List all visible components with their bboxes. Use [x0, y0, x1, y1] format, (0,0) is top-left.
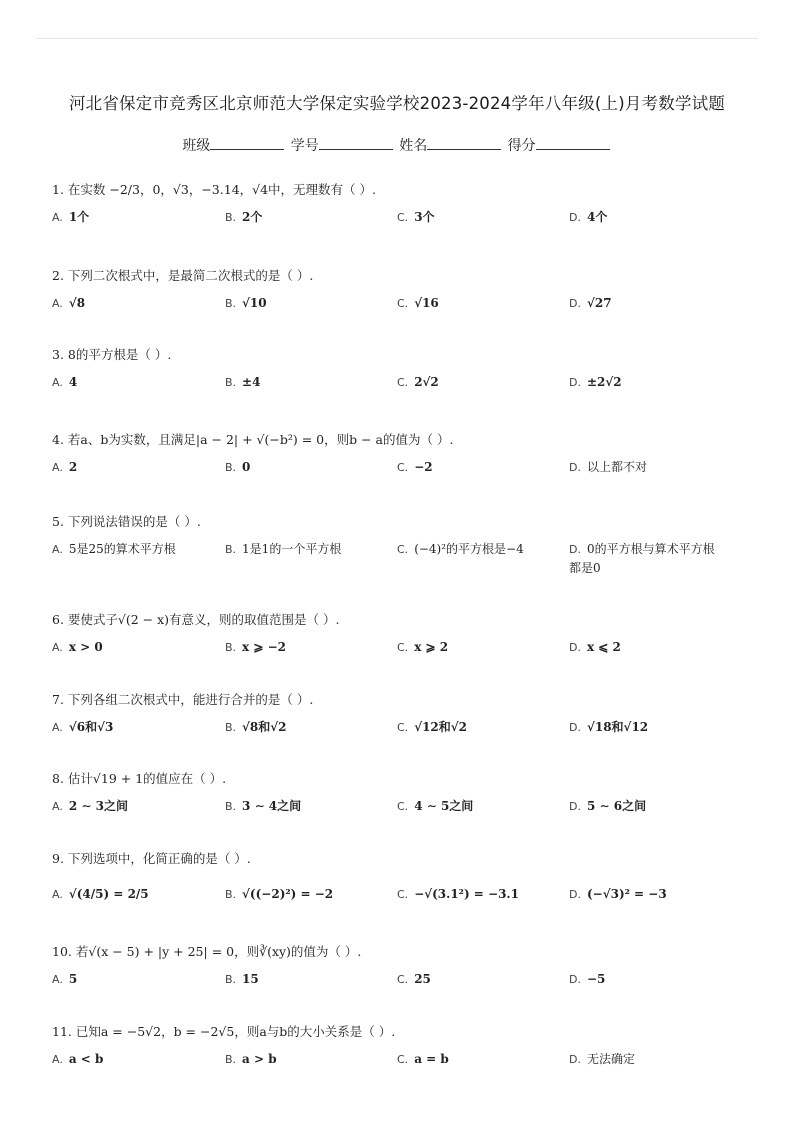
option-b[interactable]: B. 0: [225, 460, 251, 474]
question-stem: 5. 下列说法错误的是（ ）.: [52, 514, 201, 529]
option-a[interactable]: A. 5: [52, 972, 78, 986]
question-stem: 6. 要使式子√(2 − x)有意义，则的取值范围是（ ）.: [52, 612, 340, 627]
class-field[interactable]: [182, 135, 286, 155]
option-a[interactable]: A. 4: [52, 375, 78, 389]
option-a[interactable]: A. 1个: [52, 210, 90, 224]
question-stem: 1. 在实数 −2/3，0，√3，−3.14，√4中，无理数有（ ）.: [52, 182, 377, 197]
question-stem: 4. 若a、b为实数，且满足|a − 2| + √(−b²) = 0，则b − a的值为（ ）.: [52, 432, 454, 447]
option-c[interactable]: C. √16: [397, 296, 439, 310]
question-3: [52, 345, 752, 395]
question-7: [52, 690, 752, 740]
option-d[interactable]: D. 4个: [569, 210, 608, 224]
option-b[interactable]: B. 2个: [225, 210, 263, 224]
option-c[interactable]: C. a = b: [397, 1052, 449, 1066]
student-id-field[interactable]: [291, 135, 395, 155]
name-label: 姓名: [399, 138, 428, 154]
option-b[interactable]: B. 3 ∼ 4之间: [225, 799, 302, 813]
option-a[interactable]: A. √6和√3: [52, 720, 114, 734]
class-label: 班级: [182, 138, 211, 154]
option-c[interactable]: C. x ⩾ 2: [397, 640, 449, 654]
question-5: [52, 512, 752, 580]
question-8: [52, 769, 752, 819]
name-field[interactable]: [399, 135, 503, 155]
option-b[interactable]: B. 15: [225, 972, 259, 986]
student-id-label: 学号: [290, 138, 319, 154]
option-d[interactable]: D. √18和√12: [569, 720, 649, 734]
score-label: 得分: [507, 138, 536, 154]
option-c[interactable]: C. 2√2: [397, 375, 439, 389]
option-d[interactable]: D. (−√3)² = −3: [569, 887, 667, 901]
option-a[interactable]: A. 2 ∼ 3之间: [52, 799, 128, 813]
option-b[interactable]: B. x ⩾ −2: [225, 640, 287, 654]
score-field[interactable]: [508, 135, 612, 155]
question-stem: 11. 已知a = −5√2，b = −2√5，则a与b的大小关系是（ ）.: [52, 1024, 396, 1039]
option-c[interactable]: C. −2: [397, 460, 433, 474]
option-d[interactable]: D. ±2√2: [569, 375, 622, 389]
option-a[interactable]: A. √8: [52, 296, 86, 310]
option-a[interactable]: A. a < b: [52, 1052, 104, 1066]
option-c[interactable]: C. 25: [397, 972, 431, 986]
option-c[interactable]: C. 3个: [397, 210, 435, 224]
option-a[interactable]: A. 2: [52, 460, 78, 474]
option-b[interactable]: B. √((−2)²) = −2: [225, 887, 334, 901]
question-10: [52, 942, 752, 992]
option-b[interactable]: B. a > b: [225, 1052, 277, 1066]
question-stem: 8. 估计√19 + 1的值应在（ ）.: [52, 771, 227, 786]
question-6: [52, 610, 752, 660]
option-a[interactable]: A. √(4/5) = 2/5: [52, 887, 149, 901]
option-a[interactable]: A. x > 0: [52, 640, 103, 654]
question-2: [52, 266, 752, 316]
question-1: [52, 180, 752, 230]
page-title: 河北省保定市竞秀区北京师范大学保定实验学校2023-2024学年八年级(上)月考数学试题: [68, 94, 726, 113]
option-d[interactable]: D. 5 ∼ 6之间: [569, 799, 647, 813]
option-d[interactable]: D. 无法确定: [569, 1052, 635, 1066]
option-b[interactable]: B. ±4: [225, 375, 261, 389]
option-c[interactable]: C. (−4)²的平方根是−4: [397, 542, 524, 556]
option-d[interactable]: D. −5: [569, 972, 606, 986]
question-stem: 2. 下列二次根式中，是最简二次根式的是（ ）.: [52, 268, 314, 283]
option-d[interactable]: D. 0的平方根与算术平方根都是0: [569, 542, 715, 575]
question-stem: 3. 8的平方根是（ ）.: [52, 347, 172, 362]
top-divider: [36, 38, 758, 39]
question-11: [52, 1022, 752, 1072]
option-b[interactable]: B. √8和√2: [225, 720, 287, 734]
option-d[interactable]: D. 以上都不对: [569, 460, 647, 474]
question-9: [52, 849, 752, 907]
option-c[interactable]: C. −√(3.1²) = −3.1: [397, 887, 519, 901]
question-stem: 10. 若√(x − 5) + |y + 25| = 0，则∛(xy)的值为（ ）.: [52, 944, 362, 959]
option-a[interactable]: A. 5是25的算术平方根: [52, 542, 176, 556]
option-d[interactable]: D. √27: [569, 296, 612, 310]
option-d[interactable]: D. x ⩽ 2: [569, 640, 621, 654]
option-c[interactable]: C. 4 ∼ 5之间: [397, 799, 474, 813]
question-stem: 9. 下列选项中，化简正确的是（ ）.: [52, 851, 251, 866]
option-b[interactable]: B. √10: [225, 296, 267, 310]
question-stem: 7. 下列各组二次根式中，能进行合并的是（ ）.: [52, 692, 314, 707]
option-c[interactable]: C. √12和√2: [397, 720, 468, 734]
student-info-fields: [0, 135, 794, 155]
option-b[interactable]: B. 1是1的一个平方根: [225, 542, 342, 556]
question-4: [52, 430, 752, 480]
